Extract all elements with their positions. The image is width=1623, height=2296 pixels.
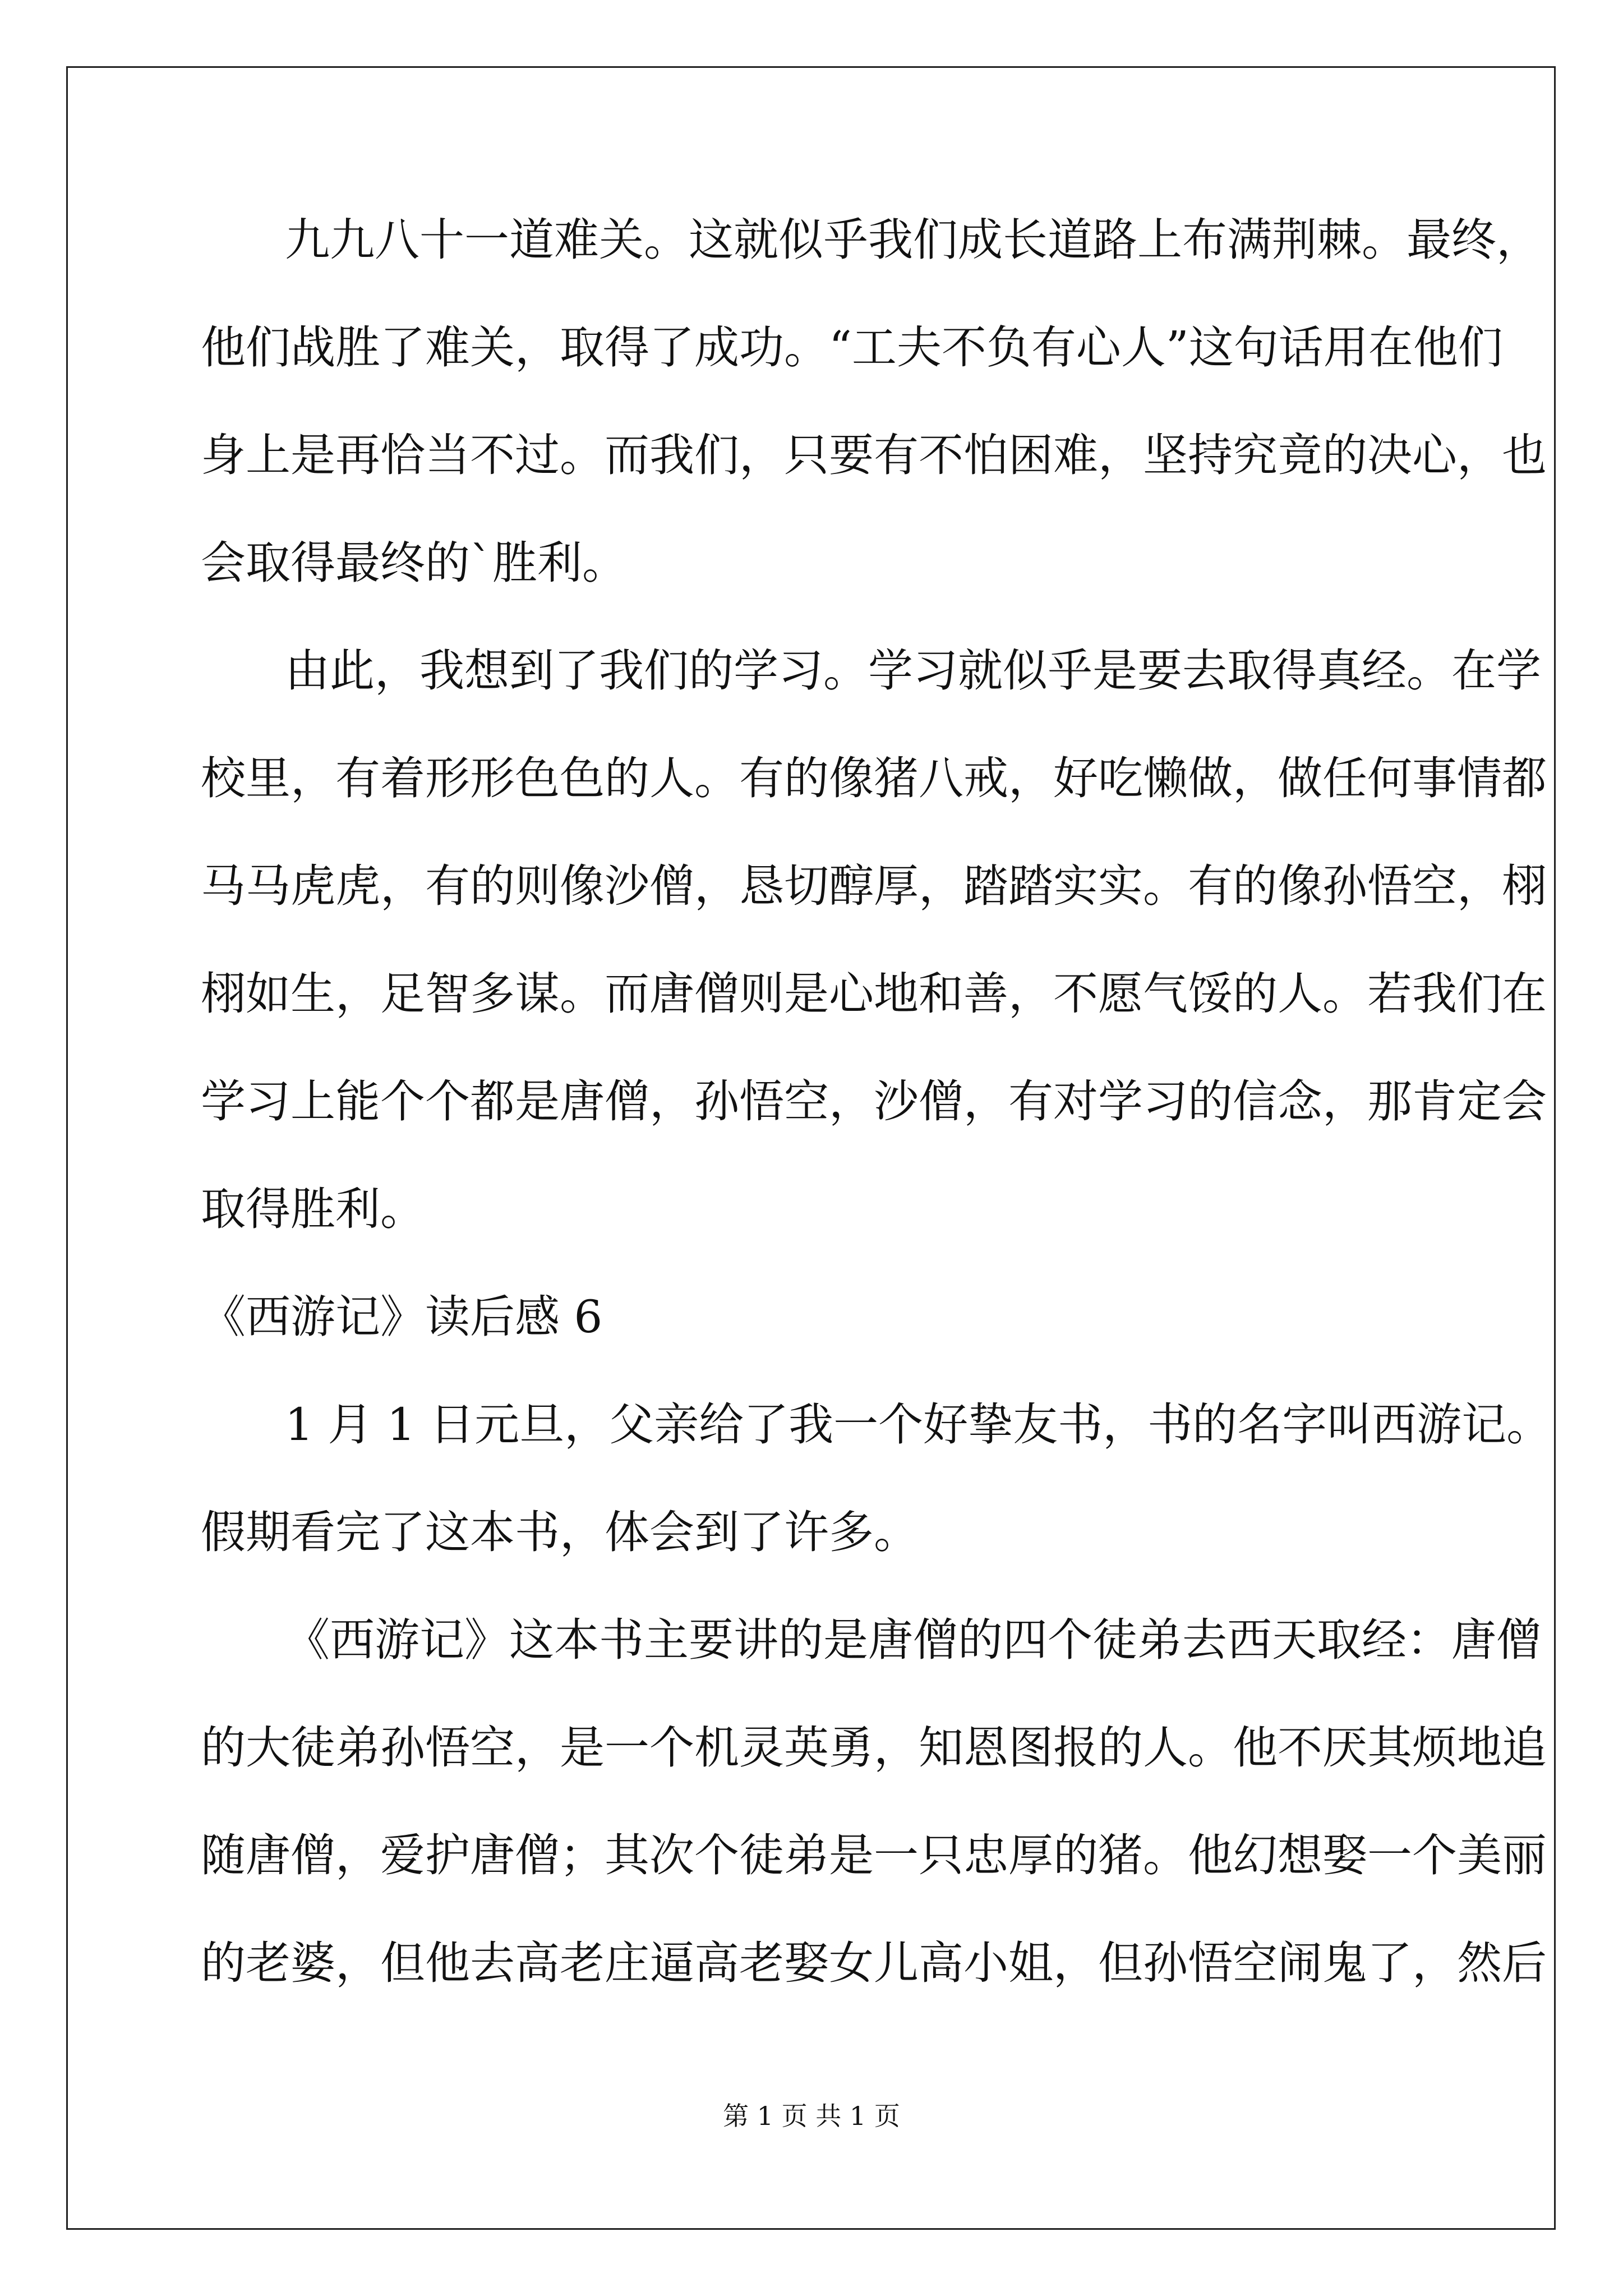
paragraph-line: 取得胜利。 bbox=[201, 1183, 425, 1235]
paragraph-line: 《西游记》这本书主要讲的是唐僧的四个徒弟去西天取经：唐僧 bbox=[285, 1614, 1541, 1666]
paragraph-line: 九九八十一道难关。这就似乎我们成长道路上布满荆棘。最终， bbox=[285, 214, 1541, 266]
paragraph-line: 他们战胜了难关，取得了成功。“工夫不负有心人”这句话用在他们 bbox=[201, 321, 1503, 374]
paragraph-line: 校里，有着形形色色的人。有的像猪八戒，好吃懒做，做任何事情都 bbox=[201, 752, 1547, 804]
paragraph-line: 学习上能个个都是唐僧，孙悟空，沙僧，有对学习的信念，那肯定会 bbox=[201, 1075, 1547, 1128]
section-heading: 《西游记》读后感 6 bbox=[201, 1291, 603, 1343]
paragraph-line: 随唐僧，爱护唐僧；其次个徒弟是一只忠厚的猪。他幻想娶一个美丽 bbox=[201, 1829, 1547, 1881]
paragraph-line: 的老婆，但他去高老庄逼高老娶女儿高小姐，但孙悟空闹鬼了，然后 bbox=[201, 1937, 1547, 1989]
page-border bbox=[66, 66, 1556, 2230]
paragraph-line: 栩如生，足智多谋。而唐僧则是心地和善，不愿气馁的人。若我们在 bbox=[201, 968, 1547, 1020]
paragraph-line: 马马虎虎，有的则像沙僧，恳切醇厚，踏踏实实。有的像孙悟空，栩 bbox=[201, 860, 1547, 912]
paragraph-line: 会取得最终的`胜利。 bbox=[201, 537, 627, 589]
paragraph-line: 1 月 1 日元旦，父亲给了我一个好挚友书，书的名字叫西游记。 bbox=[285, 1398, 1552, 1451]
page-number-footer: 第 1 页 共 1 页 bbox=[723, 2101, 900, 2131]
paragraph-line: 身上是再恰当不过。而我们，只要有不怕困难，坚持究竟的决心，也 bbox=[201, 429, 1547, 481]
paragraph-line: 假期看完了这本书，体会到了许多。 bbox=[201, 1506, 919, 1558]
paragraph-line: 由此，我想到了我们的学习。学习就似乎是要去取得真经。在学 bbox=[285, 645, 1541, 697]
paragraph-line: 的大徒弟孙悟空，是一个机灵英勇，知恩图报的人。他不厌其烦地追 bbox=[201, 1722, 1547, 1774]
